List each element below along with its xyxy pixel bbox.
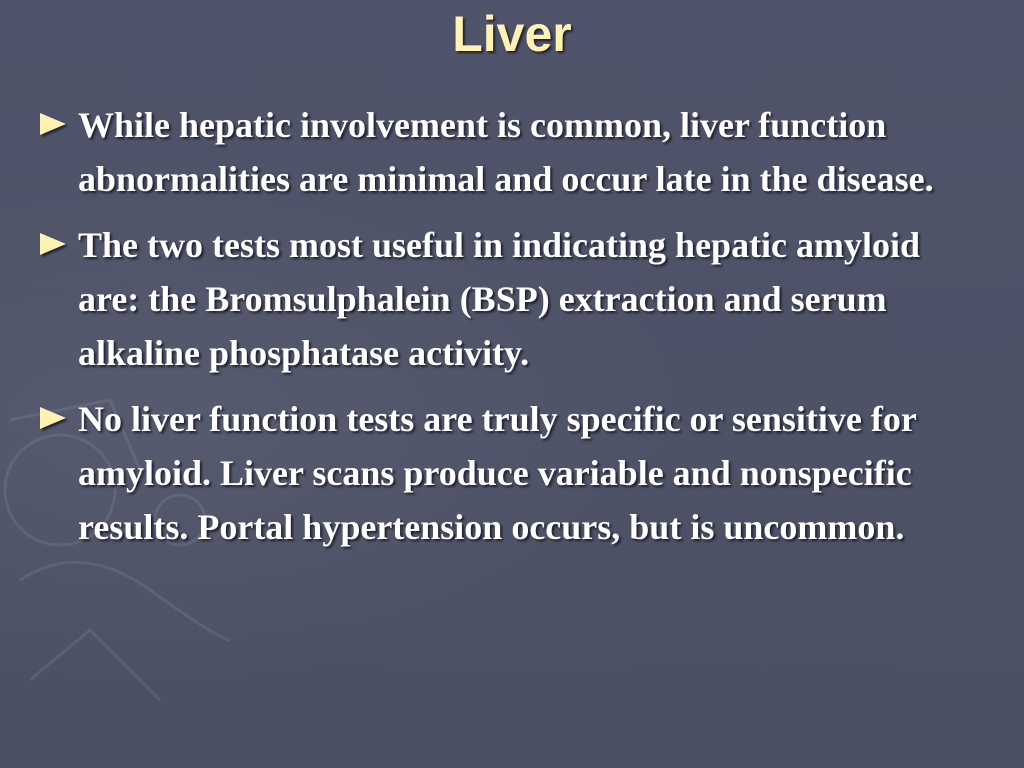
- slide-title: Liver: [452, 6, 572, 62]
- triangle-right-icon: [40, 233, 66, 255]
- bullet-text: While hepatic involvement is common, liver function abnormalities are minimal and occur late in the disease.: [78, 105, 934, 199]
- bullet-text: The two tests most useful in indicating hepatic amyloid are: the Bromsulphalein (BSP) extraction and serum alkaline phosphatase activity.: [78, 225, 921, 373]
- bullet-item: [40, 218, 990, 380]
- bullet-text: No liver function tests are truly specific or sensitive for amyloid. Liver scans produce variable and nonspecific results. Portal hypertension occurs, but is uncommon.: [78, 399, 917, 547]
- triangle-right-icon: [40, 407, 66, 429]
- bullet-list: [40, 98, 990, 566]
- triangle-right-icon: [40, 113, 66, 135]
- bullet-item: [40, 392, 990, 554]
- bullet-item: [40, 98, 990, 206]
